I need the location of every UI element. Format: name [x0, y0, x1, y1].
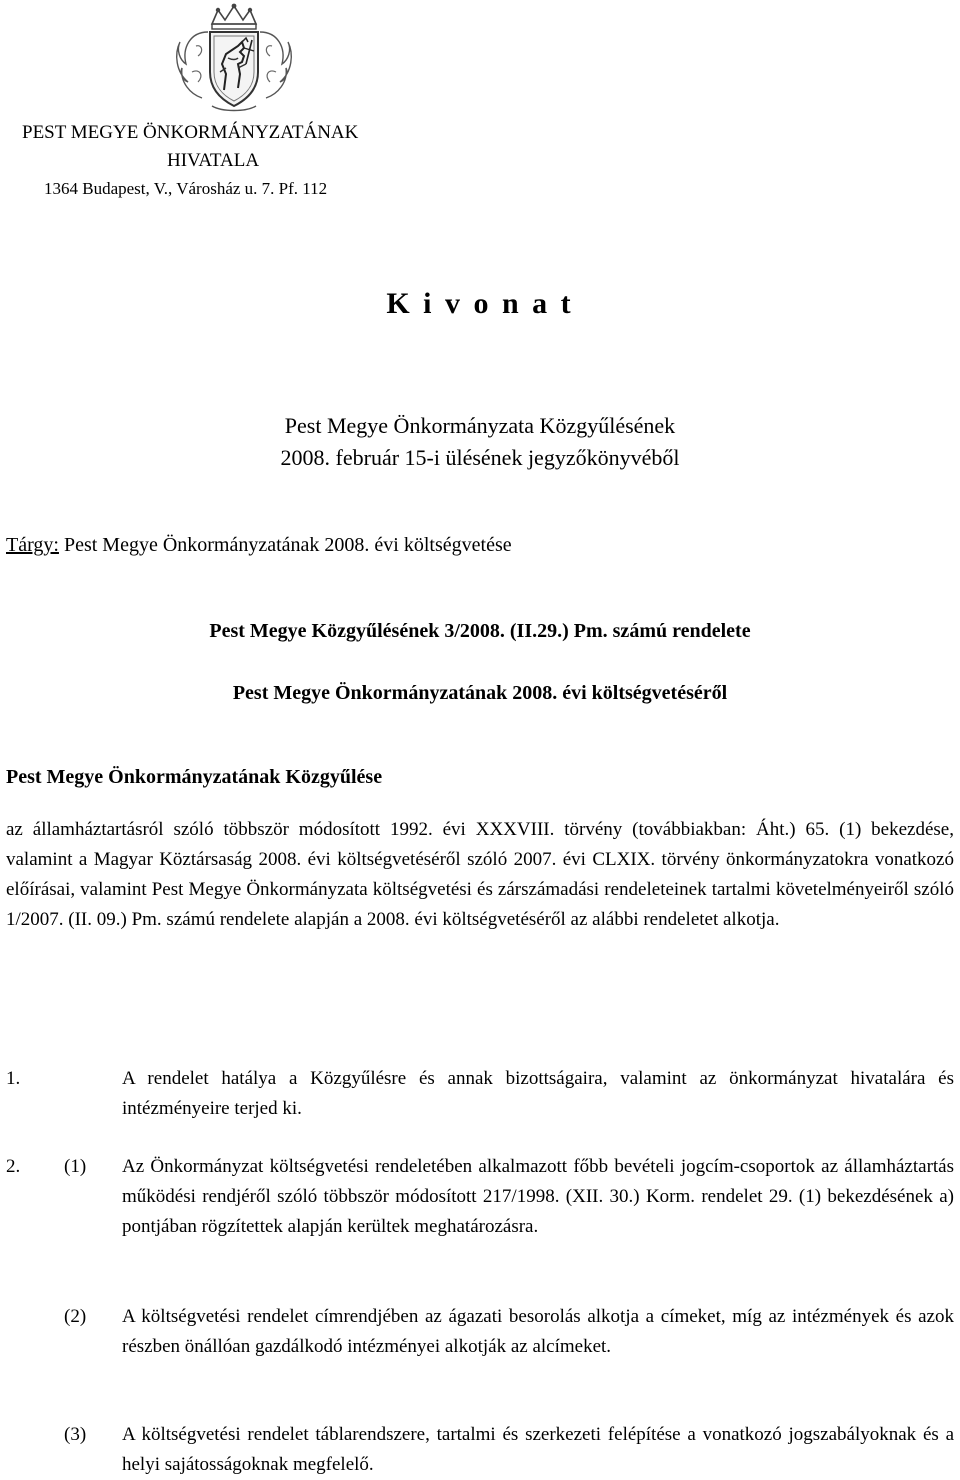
subsection-text: Az Önkormányzat költségvetési rendeletében alkalmazott főbb bevételi jogcím-csoportok az államháztartás működési rendjéről szóló többször módosított 217/1998. (XII. 30.) Korm. rendelet 29. (1) bekezdésének a) pontjában rögzítettek alapján kerültek meghatározásra.: [122, 1156, 954, 1237]
subsection-text: A költségvetési rendelet címrendjében az ágazati besorolás alkotja a címeket, míg az intézmények és azok részben önállóan gazdálkodó intézményei alkotják az alcímeket.: [122, 1306, 954, 1357]
issuer-name: PEST MEGYE ÖNKORMÁNYZATÁNAK: [22, 122, 359, 143]
coat-of-arms-icon: [172, 2, 296, 114]
issuer-address: 1364 Budapest, V., Városház u. 7. Pf. 112: [44, 179, 328, 198]
section-number: 2.: [6, 1156, 21, 1177]
meeting-info: [0, 410, 960, 474]
enacting-body: Pest Megye Önkormányzatának Közgyűlése: [6, 766, 383, 788]
subject-line: [6, 530, 512, 560]
decree-title: Pest Megye Közgyűlésének 3/2008. (II.29.) Pm. számú rendelete: [209, 620, 751, 642]
meeting-line-1: Pest Megye Önkormányzata Közgyűlésének: [284, 413, 676, 438]
section-number: 1.: [6, 1068, 21, 1089]
subject-label: Tárgy:: [6, 534, 59, 556]
meeting-line-2: 2008. február 15-i ülésének jegyzőkönyvéből: [280, 445, 680, 470]
subject-text: Pest Megye Önkormányzatának 2008. évi költségvetése: [58, 534, 512, 556]
subsection-label: (1): [64, 1156, 87, 1177]
section-text: A rendelet hatálya a Közgyűlésre és annak bizottságaira, valamint az önkormányzat hivatalára és intézményeire terjed ki.: [122, 1068, 954, 1119]
subsection-label: (2): [64, 1306, 87, 1327]
issuer-office: HIVATALA: [167, 150, 260, 171]
decree-subtitle: Pest Megye Önkormányzatának 2008. évi költségvetéséről: [232, 682, 728, 704]
subsection-label: (3): [64, 1424, 87, 1445]
preamble-paragraph: az államháztartásról szóló többször módosított 1992. évi XXXVIII. törvény (továbbiakban: Áht.) 65. (1) bekezdése, valamint a Magyar Köztársaság 2008. évi költségvetéséről szóló 2007. évi CLXIX. törvény önkormányzatokra vonatkozó előírásai, valamint Pest Megye Önkormányzata költségvetési és zárszámadási rendeleteinek tartalmi követelményeiről szóló 1/2007. (II. 09.) Pm. számú rendelete alapján a 2008. évi költségvetéséről az alábbi rendeletet alkotja.: [6, 819, 954, 930]
subsection-text: A költségvetési rendelet táblarendszere, tartalmi és szerkezeti felépítése a vonatkozó jogszabályoknak és a helyi sajátosságoknak megfelelő.: [122, 1424, 954, 1475]
document-title: K i v o n a t: [386, 287, 574, 320]
